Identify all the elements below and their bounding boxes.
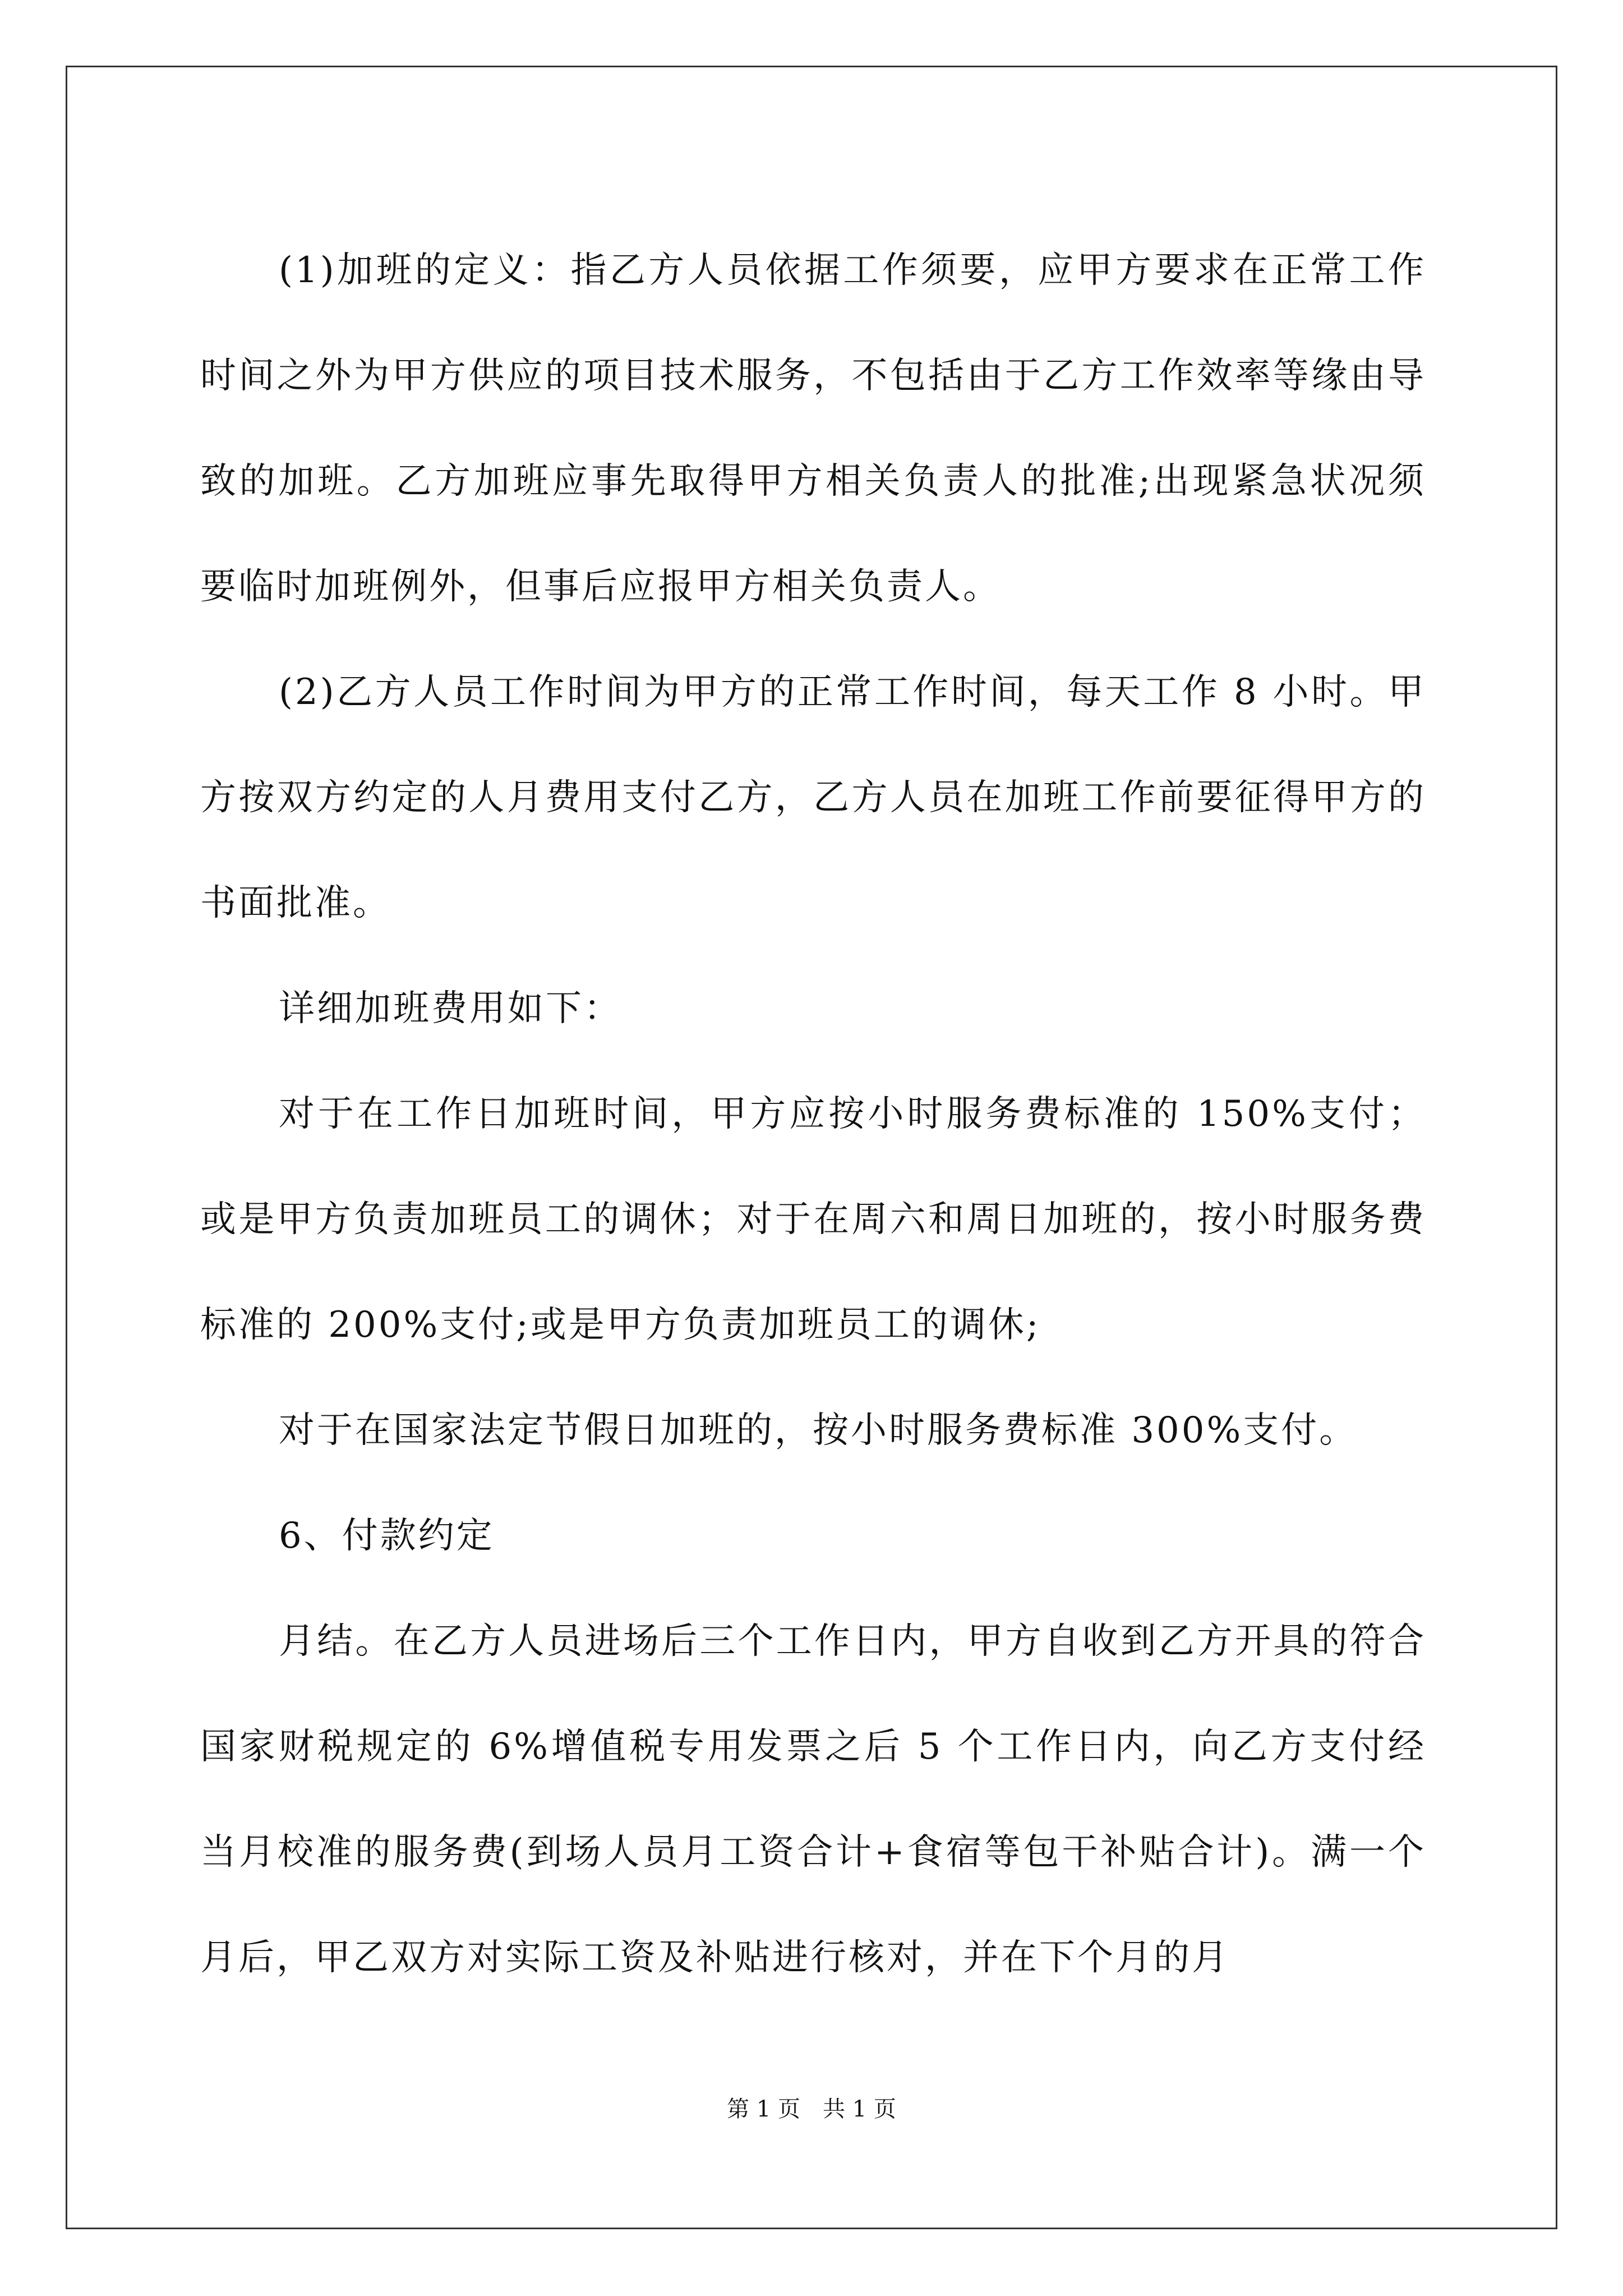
page-number-footer: 第 1 页 共 1 页 <box>727 2096 896 2122</box>
paragraph-overtime-fees-heading: 详细加班费用如下： <box>279 988 622 1029</box>
paragraph-workday-weekend-rates: 对于在工作日加班时间，甲方应按小时服务费标准的 150%支付；或是甲方负责加班员工的调休；对于在周六和周日加班的，按小时服务费标准的 200%支付;或是甲方负责加班员工的调休; <box>200 1093 1426 1346</box>
paragraph-holiday-rate: 对于在国家法定节假日加班的，按小时服务费标准 300%支付。 <box>279 1410 1358 1451</box>
paragraph-monthly-settlement: 月结。在乙方人员进场后三个工作日内，甲方自收到乙方开具的符合国家财税规定的 6%增值税专用发票之后 5 个工作日内，向乙方支付经当月校准的服务费(到场人员月工资合计+食宿等包干补贴合计)。满一个月后，甲乙双方对实际工资及补贴进行核对，并在下个月的月 <box>200 1621 1426 1978</box>
paragraph-working-hours: (2)乙方人员工作时间为甲方的正常工作时间，每天工作 8 小时。甲方按双方约定的人月费用支付乙方，乙方人员在加班工作前要征得甲方的书面批准。 <box>200 671 1426 924</box>
section-heading-payment: 6、付款约定 <box>279 1515 495 1557</box>
document-body <box>200 218 1426 2010</box>
paragraph-overtime-definition: (1)加班的定义：指乙方人员依据工作须要，应甲方要求在正常工作时间之外为甲方供应的项目技术服务，不包括由于乙方工作效率等缘由导致的加班。乙方加班应事先取得甲方相关负责人的批准;出现紧急状况须要临时加班例外，但事后应报甲方相关负责人。 <box>200 250 1426 608</box>
